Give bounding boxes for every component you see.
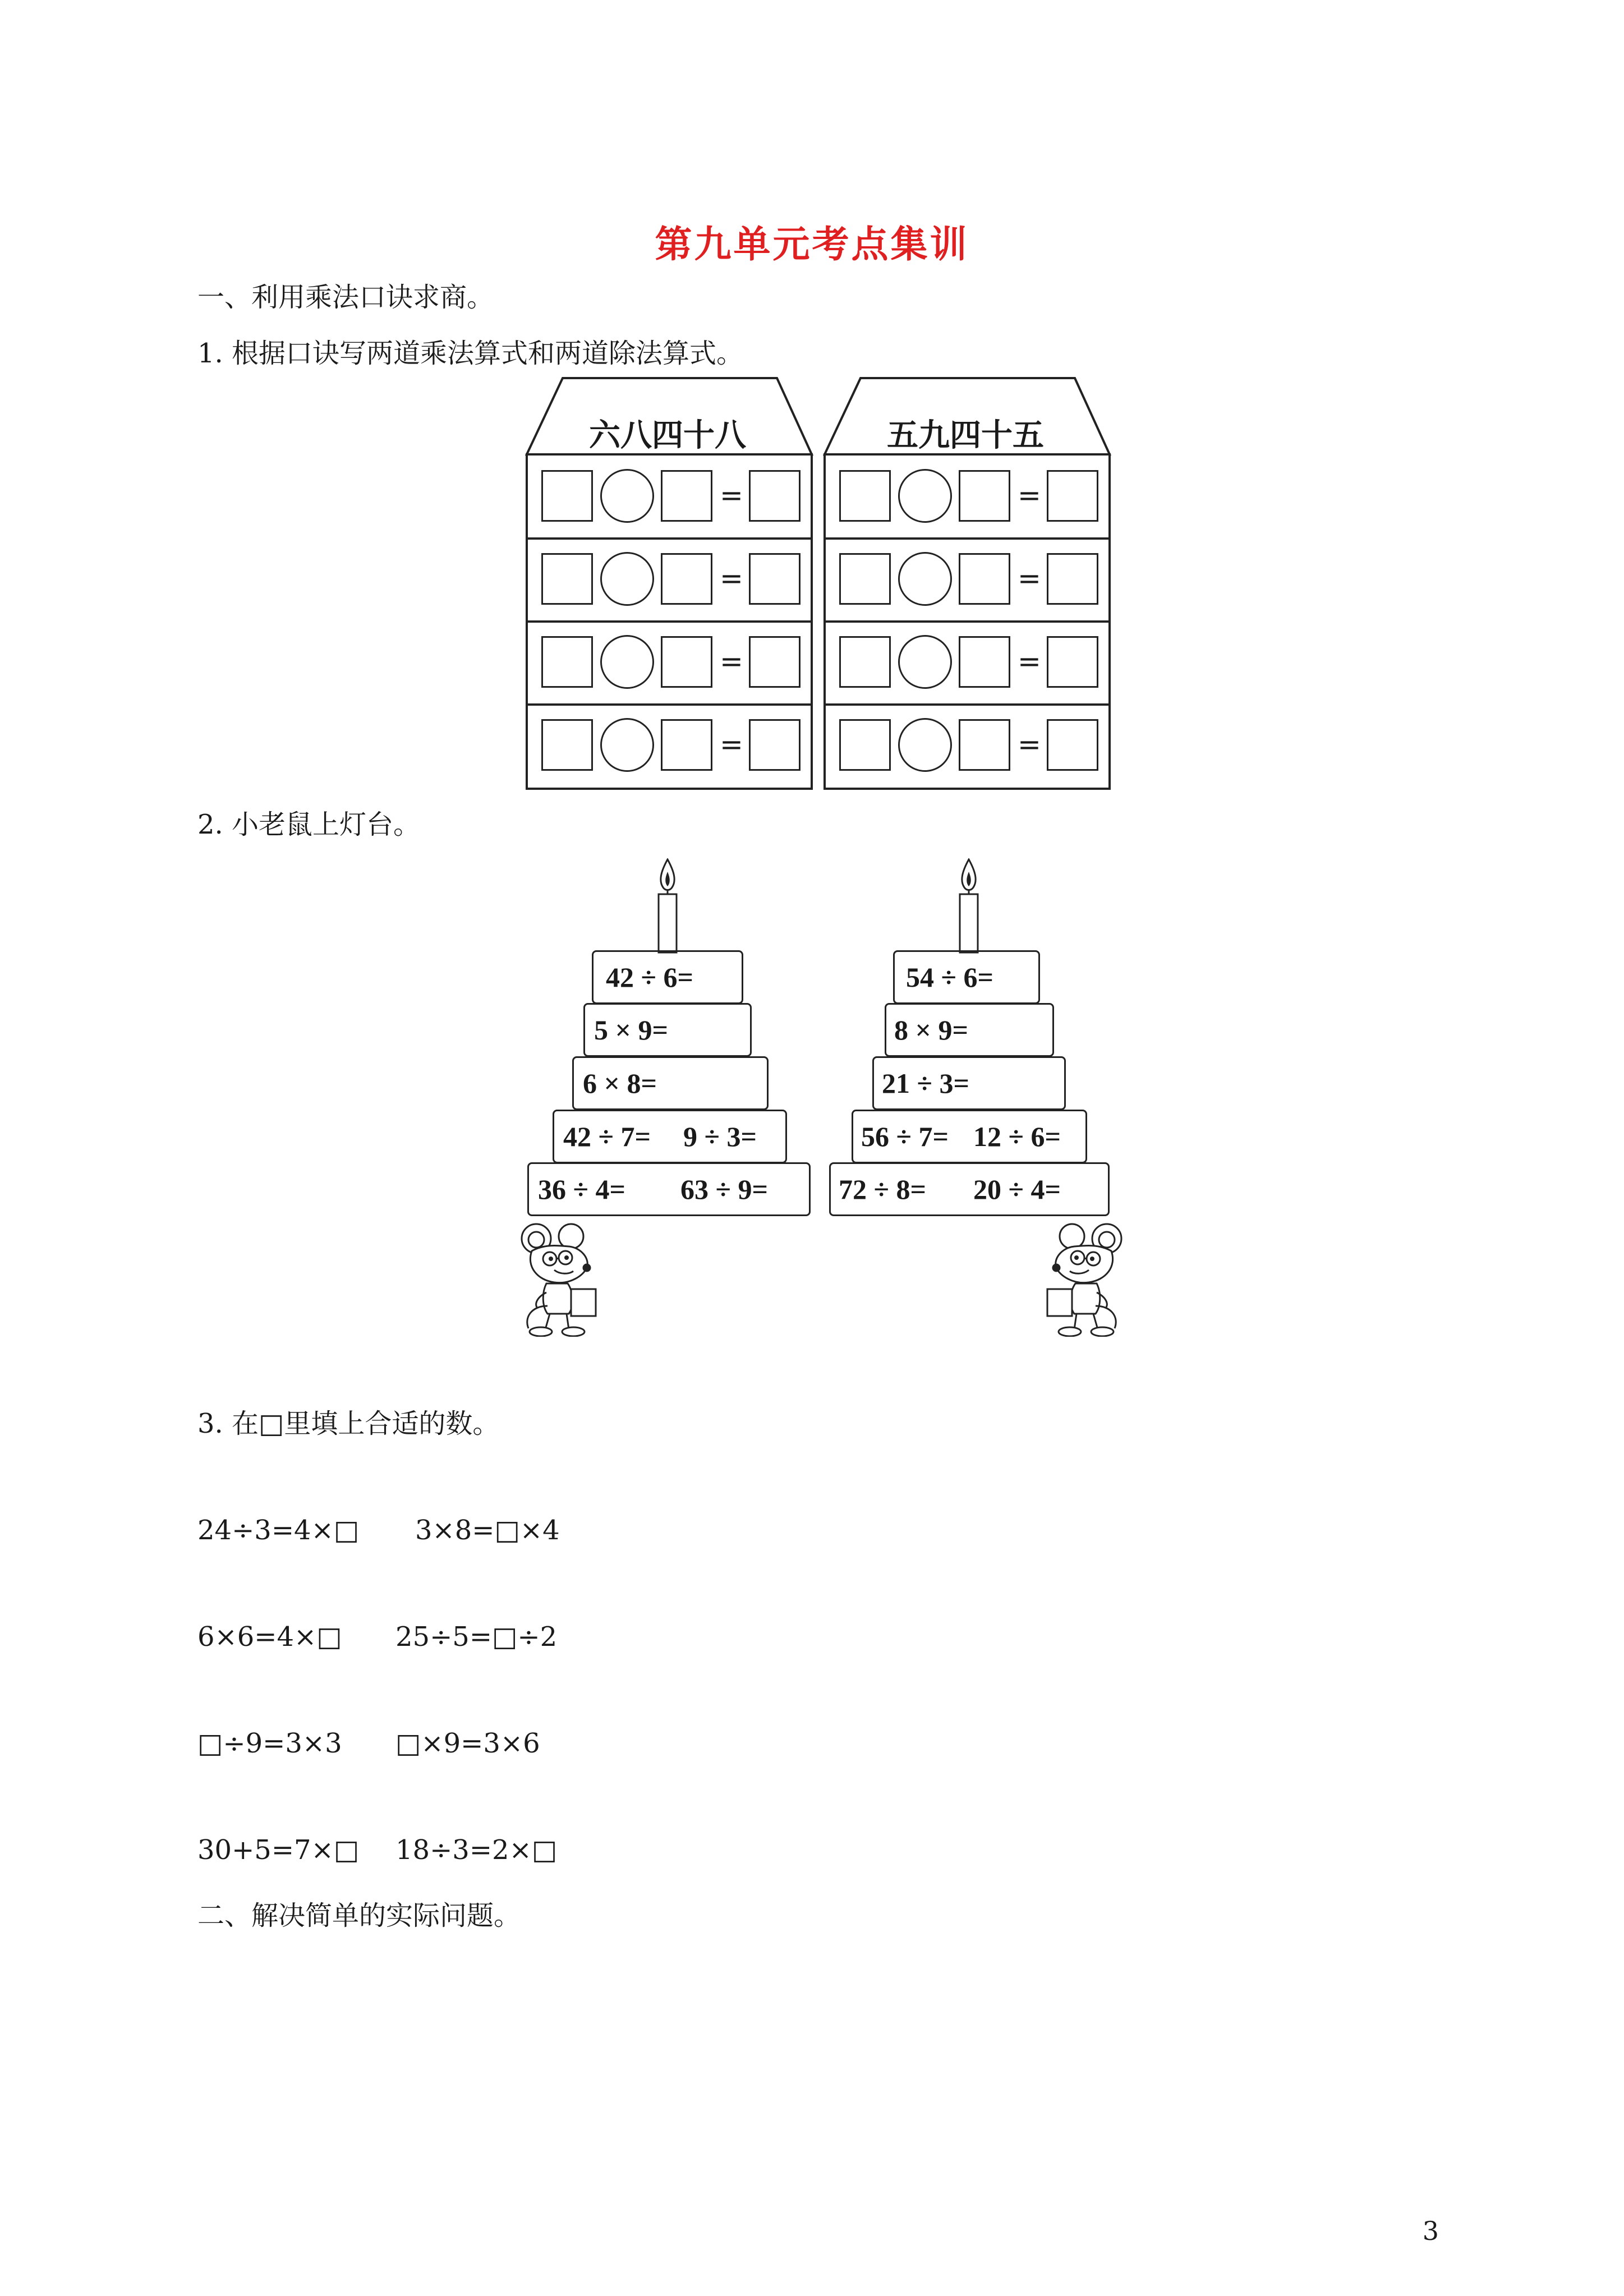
equation-row xyxy=(525,470,811,551)
answer-box[interactable] xyxy=(541,553,593,605)
expression: 56 ÷ 7= xyxy=(861,1121,949,1152)
operator-circle[interactable] xyxy=(600,635,654,689)
expression: 72 ÷ 8= xyxy=(839,1174,926,1205)
expression: 36 ÷ 4= xyxy=(538,1174,625,1205)
equals-sign: = xyxy=(1018,479,1041,512)
equation-row xyxy=(822,636,1108,717)
answer-box[interactable] xyxy=(749,719,801,771)
tower-1-tier-4 xyxy=(553,1110,787,1163)
answer-box[interactable] xyxy=(749,636,801,688)
operator-circle[interactable] xyxy=(600,718,654,772)
question-2-label: 2. 小老鼠上灯台。 xyxy=(197,809,421,840)
equals-sign: = xyxy=(1018,728,1041,761)
answer-box[interactable] xyxy=(661,553,712,605)
answer-box[interactable] xyxy=(541,719,593,771)
fill-in-item: □×9=3×6 xyxy=(395,1728,540,1759)
rhyme-house-2 xyxy=(822,376,1114,792)
equals-sign: = xyxy=(1018,645,1041,678)
tower-2-tier-1 xyxy=(893,950,1040,1004)
mouse-icon xyxy=(515,1222,613,1337)
operator-circle[interactable] xyxy=(898,635,952,689)
answer-box[interactable] xyxy=(749,553,801,605)
equals-sign: = xyxy=(720,562,743,595)
answer-box[interactable] xyxy=(839,719,891,771)
rhyme-label: 五九四十五 xyxy=(887,417,1044,454)
operator-circle[interactable] xyxy=(898,552,952,606)
fill-in-item: □÷9=3×3 xyxy=(197,1728,342,1759)
expression: 54 ÷ 6= xyxy=(906,961,993,993)
fill-in-item: 30+5=7×□ xyxy=(197,1834,360,1866)
expression: 5 × 9= xyxy=(594,1014,668,1046)
mouse-icon xyxy=(1030,1222,1128,1337)
tower-1-tier-5 xyxy=(527,1162,811,1216)
equation-row xyxy=(525,719,811,800)
answer-box[interactable] xyxy=(1047,553,1098,605)
equation-row xyxy=(525,553,811,634)
equals-sign: = xyxy=(720,479,743,512)
equals-sign: = xyxy=(720,645,743,678)
answer-box[interactable] xyxy=(959,719,1010,771)
expression: 21 ÷ 3= xyxy=(882,1068,969,1099)
question-1-label: 1. 根据口诀写两道乘法算式和两道除法算式。 xyxy=(197,338,744,369)
equation-row xyxy=(525,636,811,717)
tower-1-tier-2 xyxy=(583,1003,752,1057)
rhyme-house-1 xyxy=(525,376,816,792)
answer-box[interactable] xyxy=(839,470,891,522)
answer-box[interactable] xyxy=(839,636,891,688)
operator-circle[interactable] xyxy=(600,552,654,606)
tower-1-tier-3 xyxy=(572,1056,769,1110)
answer-box[interactable] xyxy=(959,470,1010,522)
section-heading-2: 二、解决简单的实际问题。 xyxy=(197,1900,521,1931)
fill-in-item: 18÷3=2×□ xyxy=(395,1834,558,1866)
tower-2-tier-5 xyxy=(829,1162,1110,1216)
page-title: 第九单元考点集训 xyxy=(655,222,969,266)
fill-in-item: 3×8=□×4 xyxy=(415,1515,560,1546)
answer-box[interactable] xyxy=(959,636,1010,688)
operator-circle[interactable] xyxy=(898,469,952,523)
answer-box[interactable] xyxy=(749,470,801,522)
expression: 42 ÷ 7= xyxy=(563,1121,651,1152)
fill-in-item: 24÷3=4×□ xyxy=(197,1515,360,1546)
candle-icon xyxy=(952,858,986,954)
fill-in-item: 25÷5=□÷2 xyxy=(395,1621,558,1653)
expression: 6 × 8= xyxy=(583,1068,657,1099)
expression: 12 ÷ 6= xyxy=(973,1121,1061,1152)
page-number: 3 xyxy=(1422,2216,1439,2246)
operator-circle[interactable] xyxy=(898,718,952,772)
equation-row xyxy=(822,719,1108,800)
answer-box[interactable] xyxy=(541,470,593,522)
answer-box[interactable] xyxy=(959,553,1010,605)
answer-box[interactable] xyxy=(661,470,712,522)
fill-in-item: 6×6=4×□ xyxy=(197,1621,342,1653)
tower-2-tier-3 xyxy=(872,1056,1066,1110)
expression: 9 ÷ 3= xyxy=(683,1121,757,1152)
tower-2-tier-2 xyxy=(885,1003,1054,1057)
equation-row xyxy=(822,553,1108,634)
expression: 42 ÷ 6= xyxy=(606,961,693,993)
answer-box[interactable] xyxy=(661,636,712,688)
answer-box[interactable] xyxy=(1047,719,1098,771)
answer-box[interactable] xyxy=(1047,636,1098,688)
equals-sign: = xyxy=(720,728,743,761)
operator-circle[interactable] xyxy=(600,469,654,523)
answer-box[interactable] xyxy=(1047,470,1098,522)
answer-box[interactable] xyxy=(839,553,891,605)
answer-box[interactable] xyxy=(661,719,712,771)
answer-box[interactable] xyxy=(541,636,593,688)
expression: 63 ÷ 9= xyxy=(680,1174,768,1205)
question-3-label: 3. 在□里填上合适的数。 xyxy=(197,1408,500,1439)
equals-sign: = xyxy=(1018,562,1041,595)
section-heading-1: 一、利用乘法口诀求商。 xyxy=(197,282,494,313)
rhyme-label: 六八四十八 xyxy=(589,417,746,454)
tower-2-tier-4 xyxy=(852,1110,1087,1163)
expression: 8 × 9= xyxy=(894,1014,968,1046)
tower-1-tier-1 xyxy=(592,950,743,1004)
equation-row xyxy=(822,470,1108,551)
candle-icon xyxy=(651,858,684,954)
expression: 20 ÷ 4= xyxy=(973,1174,1061,1205)
